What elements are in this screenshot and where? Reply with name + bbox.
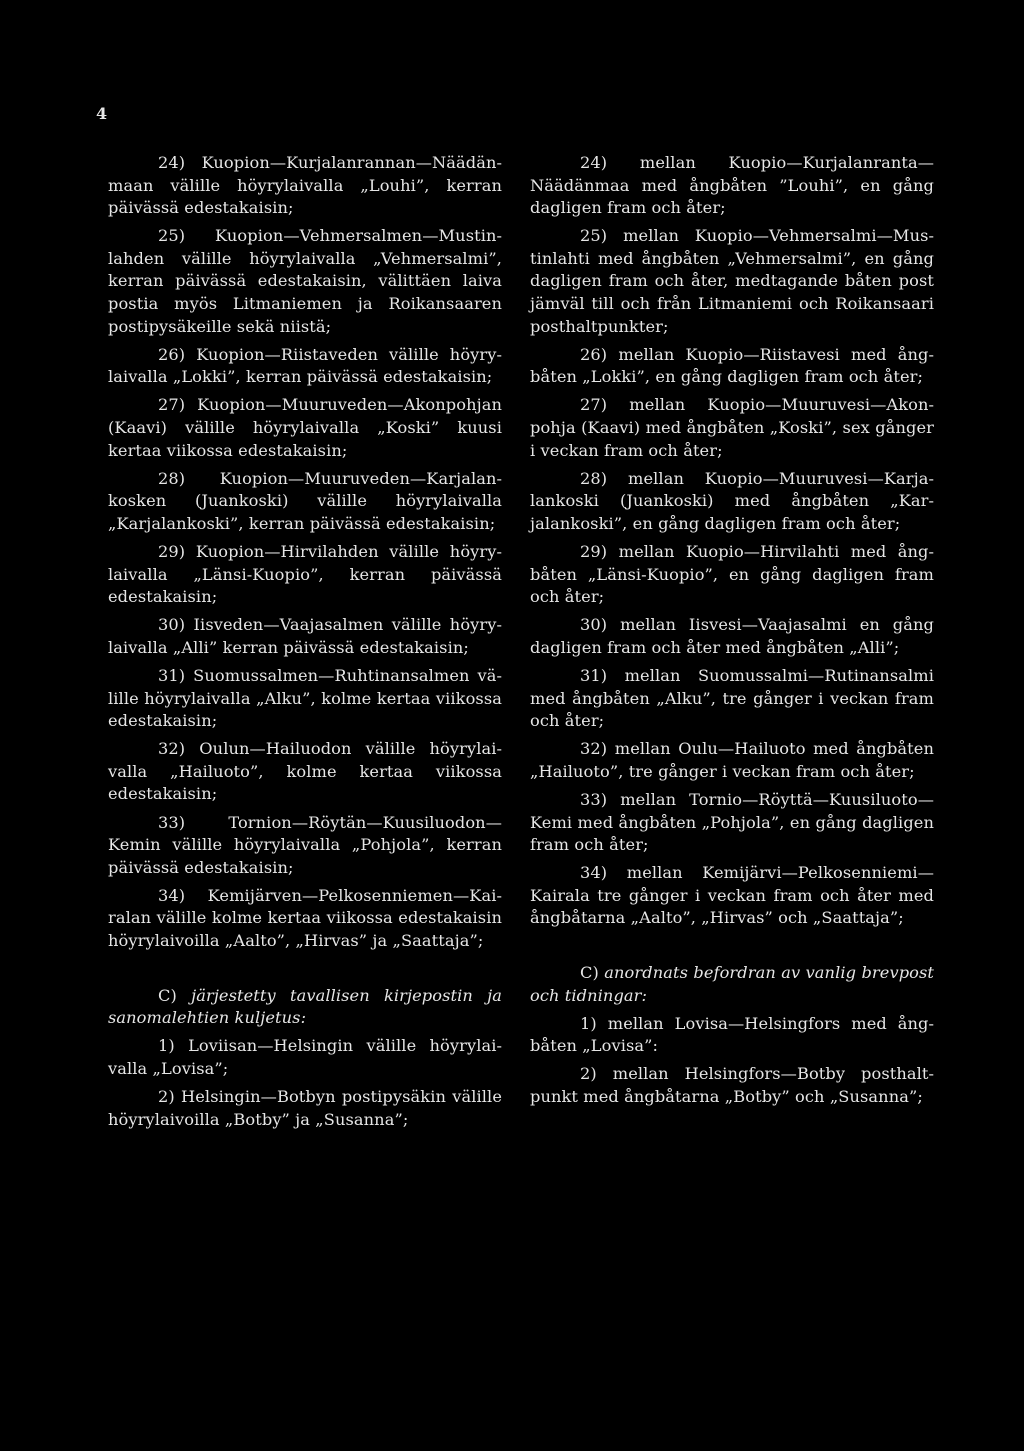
sv-item-26: 26) mellan Kuopio—Riistavesi med ångbåten „Lokki”, en gång dagligen fram och åter; <box>530 344 934 387</box>
fi-item-27: 27) Kuopion—Muuruveden—Akonpohjan (Kaavi) välille höyrylaivalla „Koski” kuusi kertaa viikossa edestakaisin; <box>108 395 502 460</box>
sv-item-29: 29) mellan Kuopio—Hirvilahti med ångbåten „Länsi-Kuopio”, en gång dagligen fram och åter; <box>530 542 934 607</box>
fi-item-29: 29) Kuopion—Hirvilahden välille höyrylaivalla „Länsi-Kuopio”, kerran päivässä edestakaisin; <box>108 542 502 607</box>
sv-item-30: 30) mellan Iisvesi—Vaajasalmi en gång dagligen fram och åter med ångbåten „Alli”; <box>530 615 934 657</box>
sv-section-c-title: anordnats befordran av vanlig brevpost och tidningar: <box>530 963 935 1005</box>
fi-item-28: 28) Kuopion—Muuruveden—Karjalankosken (Juankoski) välille höyrylaivalla „Karjalankoski”, kerran päivässä edestakaisin; <box>108 468 502 533</box>
fi-section-c-heading <box>108 985 502 1030</box>
sv-item-25: 25) mellan Kuopio—Vehmersalmi—Mustinlahti med ångbåten „Vehmersalmi”, en gång dagligen fram och åter, medtagande båten post jämväl till och från Litmaniemi och Roikansaari posthaltpunkter; <box>530 226 934 336</box>
sv-item-32: 32) mellan Oulu—Hailuoto med ångbåten „Hailuoto”, tre gånger i veckan fram och åter; <box>530 739 934 781</box>
page-number: 4 <box>96 104 108 123</box>
sv-section-c-label: C) <box>580 963 599 982</box>
sv-item-28: 28) mellan Kuopio—Muuruvesi—Karjalankoski (Juankoski) med ångbåten „Karjalankoski”, en gång dagligen fram och åter; <box>530 468 934 533</box>
sv-item-33: 33) mellan Tornio—Röyttä—Kuusiluoto—Kemi med ångbåten „Pohjola”, en gång dagligen fram och åter; <box>530 789 934 855</box>
swedish-column <box>530 152 934 1114</box>
sv-item-31: 31) mellan Suomussalmi—Rutinansalmi med ångbåten „Alku”, tre gånger i veckan fram och åter; <box>530 665 934 731</box>
fi-section-c <box>108 985 502 1132</box>
fi-item-30: 30) Iisveden—Vaajasalmen välille höyrylaivalla „Alli” kerran päivässä edestakaisin; <box>108 615 502 657</box>
fi-item-31: 31) Suomussalmen—Ruhtinansalmen välille höyrylaivalla „Alku”, kolme kertaa viikossa edestakaisin; <box>108 665 502 731</box>
finnish-column <box>108 152 502 1137</box>
sv-item-27: 27) mellan Kuopio—Muuruvesi—Akonpohja (Kaavi) med ångbåten „Koski”, sex gånger i veckan fram och åter; <box>530 395 934 460</box>
fi-section-c-title: järjestetty tavallisen kirjepostin ja sanomalehtien kuljetus: <box>108 985 502 1028</box>
sv-section-c <box>530 962 934 1109</box>
sv-c-item-2: 2) mellan Helsingfors—Botby posthaltpunkt med ångbåtarna „Botby” och „Susanna”; <box>530 1064 934 1106</box>
sv-c-item-1: 1) mellan Lovisa—Helsingfors med ångbåten „Lovisa”: <box>530 1013 934 1056</box>
sv-item-24: 24) mellan Kuopio—Kurjalanranta—Näädänmaa med ångbåten ”Louhi”, en gång dagligen fram och åter; <box>530 153 934 218</box>
fi-item-24: 24) Kuopion—Kurjalanrannan—Näädänmaan välille höyrylaivalla „Louhi”, kerran päivässä edestakaisin; <box>108 153 502 218</box>
fi-item-25: 25) Kuopion—Vehmersalmen—Mustinlahden välille höyrylaivalla „Vehmersalmi”, kerran päivässä edestakaisin, välittäen laiva postia myös Litmaniemen ja Roikansaaren postipysäkeille sekä niistä; <box>108 226 502 336</box>
fi-section-c-label: C) <box>158 985 177 1005</box>
fi-item-33: 33) Tornion—Röytän—Kuusiluodon—Kemin välille höyrylaivalla „Pohjola”, kerran päivässä edestakaisin; <box>108 812 502 877</box>
fi-item-34: 34) Kemijärven—Pelkosenniemen—Kairalan välille kolme kertaa viikossa edestakaisin höyrylaivoilla „Aalto”, „Hirvas” ja „Saattaja”; <box>108 885 502 950</box>
sv-item-34: 34) mellan Kemijärvi—Pelkosenniemi—Kairala tre gånger i veckan fram och åter med ångbåtarna „Aalto”, „Hirvas” och „Saattaja”; <box>530 863 934 928</box>
sv-section-c-heading <box>530 962 934 1007</box>
fi-c-item-2: 2) Helsingin—Botbyn postipysäkin välille höyrylaivoilla „Botby” ja „Susanna”; <box>108 1086 502 1129</box>
fi-item-26: 26) Kuopion—Riistaveden välille höyrylaivalla „Lokki”, kerran päivässä edestakaisin; <box>108 344 502 387</box>
fi-c-item-1: 1) Loviisan—Helsingin välille höyrylaivalla „Lovisa”; <box>108 1036 502 1078</box>
fi-item-32: 32) Oulun—Hailuodon välille höyrylaivalla „Hailuoto”, kolme kertaa viikossa edestakaisin; <box>108 739 502 804</box>
